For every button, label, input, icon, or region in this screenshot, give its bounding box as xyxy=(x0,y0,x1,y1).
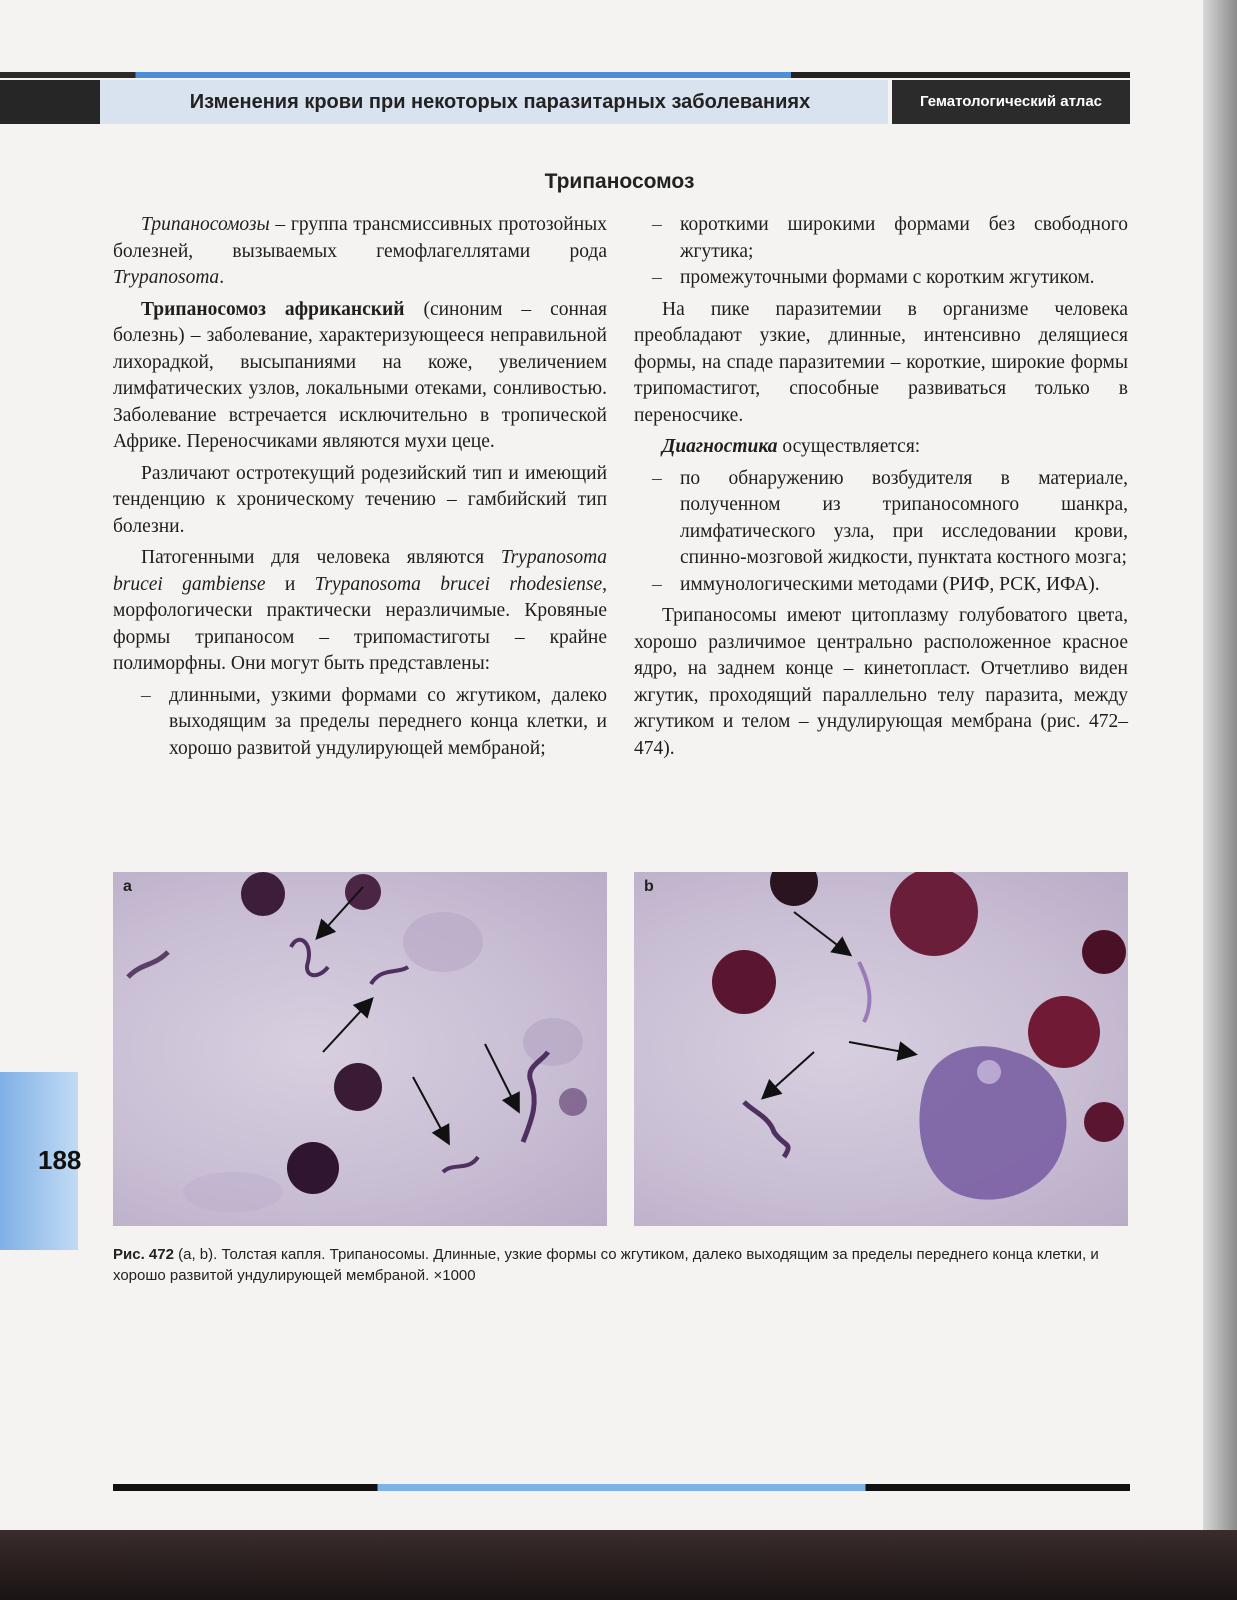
diagnostics-list xyxy=(634,466,1128,599)
header-top-line xyxy=(0,72,1130,78)
figure-a-label: a xyxy=(123,878,132,895)
species-gambiense: Trypanosoma brucei gambiense xyxy=(113,547,607,595)
term-african: Трипаносомоз африканский xyxy=(141,298,405,320)
paragraph-morphology: Трипаносомы имеют цитоплазму голубоватого цвета, хорошо различимое центрально расположенное красное ядро, на заднем конце – кинетопласт. Отчетливо виден жгутик, проходящий параллельно телу паразита, между жгутиком и телом – ундулирующая мембрана (рис. 472–474). xyxy=(634,605,1128,759)
figure-parts: (a, b). xyxy=(173,1246,218,1263)
forms-list-left xyxy=(113,683,607,763)
figure-b-label: b xyxy=(644,878,654,895)
paragraph-parasitemia: На пике паразитемии в организме человека преобладают узкие, длинные, интенсивно делящиеся формы, на спаде паразитемии – короткие, широкие формы трипомастигот, способные развиваться только в переносчике. xyxy=(634,298,1128,426)
paragraph-pathogens: Патогенными для человека являются Trypanosoma brucei gambiense и Trypanosoma brucei rhodesiense, морфологически практически неразличимые. Кровяные формы трипаносом – трипомастиготы – крайне полиморфны. Они могут быть представлены: xyxy=(113,547,608,674)
genus-name: Trypanosoma xyxy=(113,267,220,288)
figure-caption xyxy=(113,1244,1128,1286)
micrograph-b-image xyxy=(634,872,1128,1226)
list-item: – короткими широкими формами без свободного жгутика; xyxy=(634,212,1128,265)
paragraph-african: Трипаносомоз африканский (синоним – сонная болезнь) – заболевание, характеризующееся неправильной лихорадкой, высыпаниями на коже, увеличением лимфатических узлов, локальными отеками, сонливостью. Заболевание встречается исключительно в тропической Африке. Переносчиками являются мухи цеце. xyxy=(113,298,607,452)
caption-text: Толстая капля. Трипаносомы. Длинные, узкие формы со жгутиком, далеко выходящим за пределы переднего конца клетки, и хорошо развитой ундулирующей мембраной. ×1000 xyxy=(113,1246,1099,1284)
header-dark-block xyxy=(0,80,100,124)
term-diagnostics: Диагностика xyxy=(662,436,778,457)
species-rhodesiense: Trypanosoma brucei rhodesiense xyxy=(314,573,603,595)
paragraph-definition: Трипаносомозы – группа трансмиссивных протозойных болезней, вызываемых гемофлагеллятами рода Trypanosoma. xyxy=(113,214,607,288)
list-item: – иммунологическими методами (РИФ, РСК, ИФА). xyxy=(634,572,1128,599)
scan-bottom-edge xyxy=(0,1530,1237,1600)
paragraph-types: Различают остротекущий родезийский тип и имеющий тенденцию к хроническому течению – гамбийский тип болезни. xyxy=(113,462,607,537)
micrograph-b xyxy=(634,872,1128,1226)
right-column xyxy=(634,212,1128,767)
left-column xyxy=(113,212,607,767)
micrograph-a xyxy=(113,872,607,1226)
term-trypanosomoses: Трипаносомозы xyxy=(141,214,270,235)
list-item: – промежуточными формами с коротким жгутиком. xyxy=(634,265,1128,292)
page-number: 188 xyxy=(38,1145,82,1175)
forms-list-right xyxy=(634,212,1128,292)
page-edge-shadow xyxy=(1203,0,1237,1530)
section-title: Трипаносомоз xyxy=(544,170,695,193)
running-header xyxy=(0,80,888,124)
paragraph-diagnostics: Диагностика осуществляется: xyxy=(662,436,921,457)
list-item: – по обнаружению возбудителя в материале, полученном из трипаносомного шанкра, лимфатического узла, при исследовании крови, спинно-мозговой жидкости, пунктата костного мозга; xyxy=(634,466,1128,572)
list-item: – длинными, узкими формами со жгутиком, далеко выходящим за пределы переднего конца клетки, и хорошо развитой ундулирующей мембраной; xyxy=(113,683,607,763)
footer-rule xyxy=(113,1484,1130,1491)
atlas-badge: Гематологический атлас xyxy=(892,80,1130,124)
running-header-title: Изменения крови при некоторых паразитарных заболеваниях xyxy=(189,91,811,113)
figure-number: Рис. 472 xyxy=(113,1246,174,1263)
micrograph-a-image xyxy=(113,872,607,1226)
